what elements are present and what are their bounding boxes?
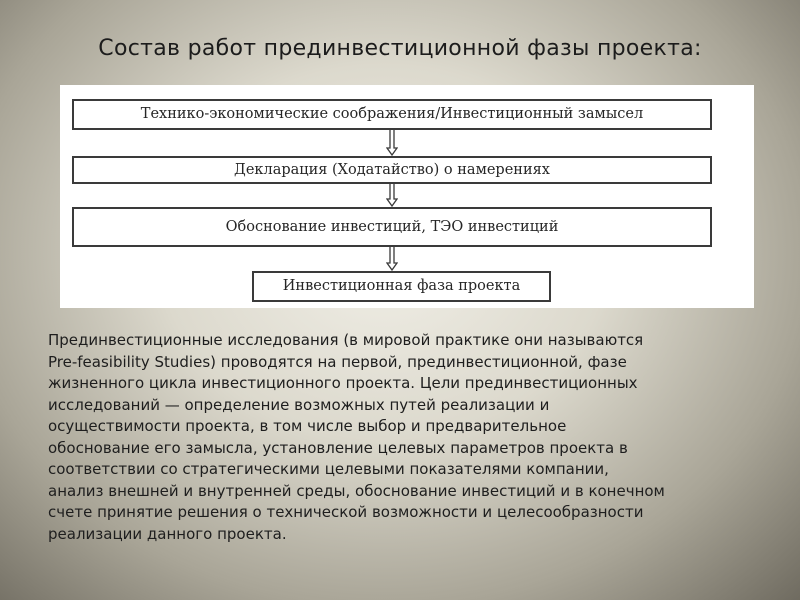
stage-box-feasibility-idea: Технико-экономические соображения/Инвестиционный замысел (72, 99, 712, 130)
body-line: жизненного цикла инвестиционного проекта. Цели прединвестиционных (48, 374, 638, 392)
body-line: Прединвестиционные исследования (в мировой практике они называются (48, 331, 644, 349)
body-line: обоснование его замысла, установление целевых параметров проекта в (48, 438, 628, 457)
down-arrow-icon (386, 247, 398, 271)
down-arrow-icon (386, 130, 398, 156)
body-line: реализации данного проекта. (48, 524, 287, 543)
body-line: анализ внешней и внутренней среды, обоснование инвестиций и в конечном (48, 481, 665, 500)
stage-box-investment-justification: Обоснование инвестиций, ТЭО инвестиций (72, 207, 712, 247)
body-line: Pre-feasibility Studies) проводятся на первой, прединвестиционной, фазе (48, 352, 627, 371)
stage-box-declaration: Декларация (Ходатайство) о намерениях (72, 156, 712, 184)
body-paragraph (48, 330, 768, 545)
body-line: осуществимости проекта, в том числе выбор и предварительное (48, 417, 567, 435)
down-arrow-icon (386, 184, 398, 207)
body-line: счете принятие решения о технической возможности и целесообразности (48, 503, 644, 521)
slide-title: Состав работ прединвестиционной фазы проекта: (98, 36, 702, 61)
body-line: соответствии со стратегическими целевыми показателями компании, (48, 460, 609, 478)
stage-box-investment-phase: Инвестиционная фаза проекта (252, 271, 551, 302)
phase-diagram (60, 85, 754, 308)
body-line: исследований — определение возможных путей реализации и (48, 395, 550, 414)
